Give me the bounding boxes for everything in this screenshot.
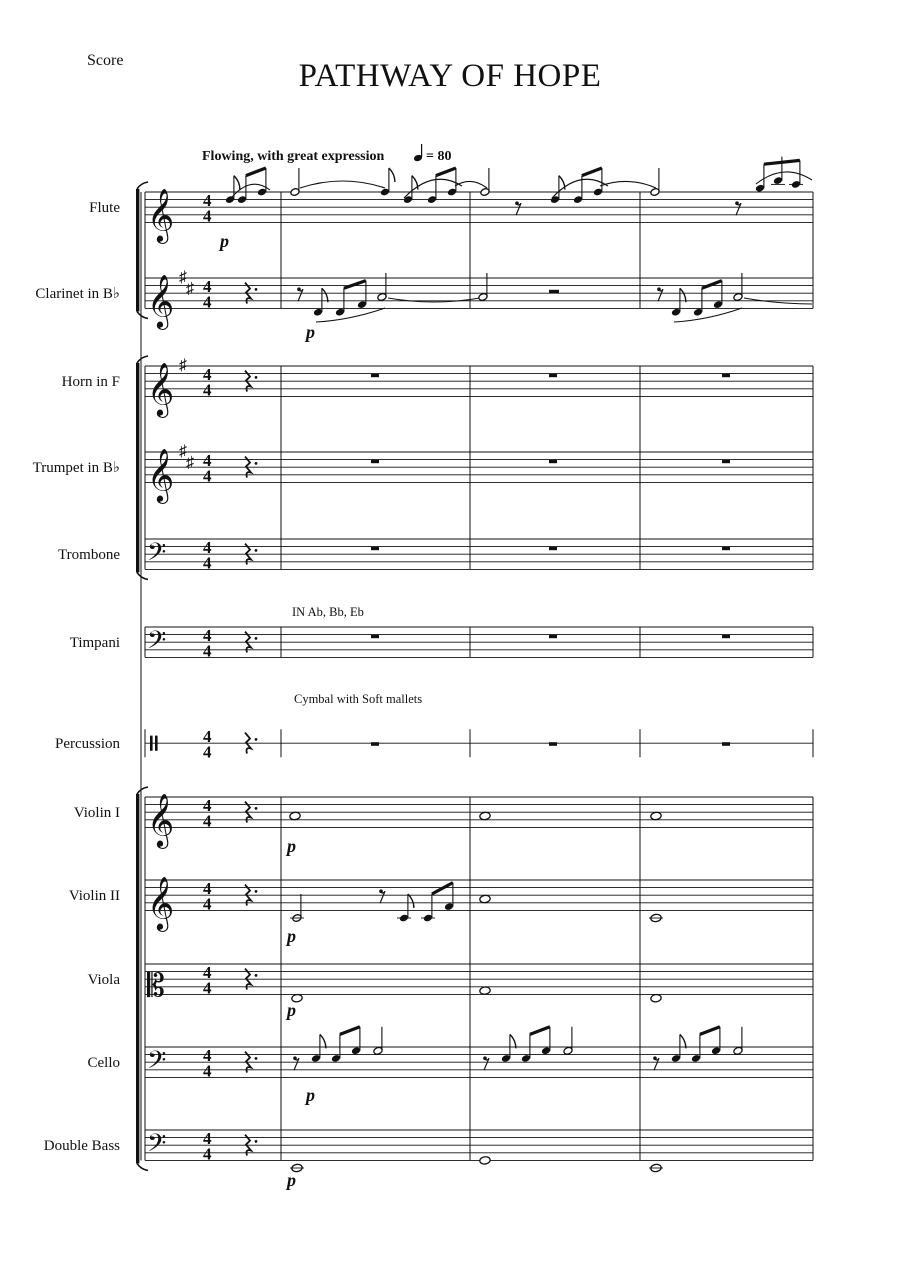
time-signature-bottom: 4	[203, 1144, 212, 1164]
violin1-whole-note	[479, 812, 490, 821]
cello-note-flag	[320, 1034, 326, 1048]
bass-dynamic-p: p	[287, 1170, 296, 1190]
whole-rest	[549, 635, 557, 639]
timpani-annotation: IN Ab, Bb, Eb	[292, 605, 364, 619]
time-signature-top: 4	[203, 727, 212, 747]
time-signature-top: 4	[203, 1129, 212, 1149]
bracket-hook-top	[137, 787, 148, 794]
violin1-dynamic-p: p	[287, 836, 296, 856]
group-bracket	[136, 794, 139, 1163]
instrument-name: Horn in F	[61, 374, 120, 391]
percussion-clef-icon	[155, 736, 158, 751]
clarinet-half-rest	[549, 290, 559, 293]
bracket-hook-top	[137, 356, 148, 363]
cello-note-flag	[680, 1034, 686, 1048]
clarinet-dynamic-p: p	[306, 322, 315, 342]
time-signature-top: 4	[203, 626, 212, 646]
bracket-hook-top	[137, 182, 148, 189]
time-signature-top: 4	[203, 191, 212, 211]
percussion-whole-rest	[549, 742, 557, 746]
bracket-hook-bottom	[137, 1163, 148, 1170]
cello-note-flag	[510, 1034, 516, 1048]
pickup-rest-dot	[255, 738, 258, 741]
barlines	[141, 192, 813, 1160]
pickup-rest-dot	[255, 288, 258, 291]
clefs	[147, 188, 212, 1163]
instrument-name: Violin I	[73, 805, 120, 822]
pickup-rest-dot	[255, 807, 258, 810]
percussion-clef-icon	[150, 736, 153, 751]
clarinet-beam	[702, 281, 722, 289]
treble-clef-icon: 𝄞	[147, 189, 175, 241]
flute-beam	[436, 168, 456, 176]
instrument-name: Timpani	[69, 635, 120, 652]
instrument-name: Cello	[87, 1055, 120, 1072]
time-signature-top: 4	[203, 451, 212, 471]
time-signature-bottom: 4	[203, 894, 212, 914]
time-signature-bottom: 4	[203, 380, 212, 400]
flute-beam	[246, 168, 266, 176]
whole-rest	[722, 635, 730, 639]
instrument-name: Trombone	[58, 547, 120, 564]
time-signature-bottom: 4	[203, 292, 212, 312]
time-signature-top: 4	[203, 1046, 212, 1066]
time-signature-top: 4	[203, 963, 212, 983]
key-sharp-f: ♯	[179, 443, 187, 460]
key-sharp-c: ♯	[186, 280, 194, 298]
bass-whole-note	[479, 1156, 490, 1165]
treble-clef-icon: 𝄞	[147, 449, 175, 501]
treble-clef-icon: 𝄞	[147, 363, 175, 415]
viola-whole-note	[650, 994, 661, 1003]
tempo-text: Flowing, with great expression	[202, 149, 385, 164]
instrument-name: Double Bass	[43, 1138, 120, 1155]
cello-beam	[530, 1027, 550, 1035]
whole-rest	[722, 374, 730, 378]
whole-rest	[549, 547, 557, 551]
treble-clef-icon: 𝄞	[147, 794, 175, 846]
percussion-annotation: Cymbal with Soft mallets	[294, 692, 423, 706]
percussion-whole-rest	[722, 742, 730, 746]
key-sharp-c: ♯	[186, 454, 194, 472]
flute-tie	[300, 181, 385, 188]
flute-dynamic-p: p	[220, 231, 229, 251]
time-signature-bottom: 4	[203, 206, 212, 226]
time-signature-bottom: 4	[203, 466, 212, 486]
cello-dynamic-p: p	[306, 1085, 315, 1105]
time-signature-bottom: 4	[203, 1061, 212, 1081]
key-sharp-f: ♯	[179, 357, 187, 374]
flute-slur	[404, 179, 462, 198]
clarinet-beam	[344, 281, 366, 289]
clarinet-note-flag	[680, 288, 686, 302]
instrument-name: Trumpet in B♭	[32, 460, 120, 477]
group-bracket	[136, 189, 139, 311]
instrument-name: Clarinet in B♭	[35, 286, 120, 303]
cello-beam	[700, 1027, 720, 1035]
violin2-note-flag	[408, 894, 414, 908]
violin2-beam	[432, 883, 453, 894]
bass-clef-icon: 𝄢	[147, 626, 167, 660]
violin2-dynamic-p: p	[287, 926, 296, 946]
violin1-whole-note	[650, 812, 661, 821]
cello-beam	[340, 1027, 360, 1035]
pickup-rest-dot	[255, 1140, 258, 1143]
whole-rest	[371, 460, 379, 464]
alto-clef-icon: 𝄡	[147, 967, 165, 1004]
pickup-rest-dot	[255, 376, 258, 379]
clarinet-tie	[388, 298, 480, 302]
key-sharp-f: ♯	[179, 269, 187, 286]
time-signature-bottom: 4	[203, 641, 212, 661]
clarinet-slur	[674, 308, 742, 322]
notes	[225, 157, 812, 1173]
whole-rest	[722, 460, 730, 464]
group-bracket	[136, 363, 139, 572]
treble-clef-icon: 𝄞	[147, 877, 175, 929]
violin2-whole-note	[479, 895, 490, 904]
whole-rest	[549, 374, 557, 378]
pickup-rest-dot	[255, 1057, 258, 1060]
whole-rest	[549, 460, 557, 464]
instrument-name: Percussion	[55, 736, 120, 753]
clarinet-note-flag	[322, 288, 328, 302]
flute-beam	[582, 168, 602, 176]
whole-rest	[371, 374, 379, 378]
staves	[145, 192, 813, 1160]
instrument-name: Violin II	[68, 888, 120, 905]
time-signature-bottom: 4	[203, 553, 212, 573]
time-signature-bottom: 4	[203, 811, 212, 831]
pickup-rest-dot	[255, 462, 258, 465]
score-title: PATHWAY OF HOPE	[298, 58, 602, 94]
flute-slur	[552, 179, 608, 198]
viola-whole-note	[479, 986, 490, 995]
violin1-whole-note	[289, 812, 300, 821]
whole-rest	[371, 635, 379, 639]
flute-note-flag	[389, 168, 395, 182]
flute-beam	[764, 160, 800, 164]
treble-clef-icon: 𝄞	[147, 275, 175, 327]
time-signature-top: 4	[203, 277, 212, 297]
instrument-name: Flute	[89, 200, 120, 217]
whole-rest	[371, 547, 379, 551]
bass-clef-icon: 𝄢	[147, 1129, 167, 1163]
bass-clef-icon: 𝄢	[147, 538, 167, 572]
viola-dynamic-p: p	[287, 1000, 296, 1020]
score-label: Score	[87, 52, 124, 69]
flute-tie	[600, 181, 656, 188]
pickup-rest-dot	[255, 974, 258, 977]
tempo-value: = 80	[426, 149, 452, 164]
time-signature-top: 4	[203, 538, 212, 558]
time-signature-top: 4	[203, 879, 212, 899]
pickup-rest-dot	[255, 890, 258, 893]
flute-flag	[234, 176, 240, 190]
time-signature-bottom: 4	[203, 978, 212, 998]
percussion-whole-rest	[371, 742, 379, 746]
instrument-name: Viola	[87, 972, 120, 989]
pickup-rest-dot	[255, 549, 258, 552]
time-signature-bottom: 4	[203, 742, 212, 762]
brackets	[136, 182, 148, 1170]
bracket-hook-bottom	[137, 572, 148, 579]
pickup-rest-dot	[255, 637, 258, 640]
time-signature-top: 4	[203, 365, 212, 385]
time-signature-top: 4	[203, 796, 212, 816]
bass-clef-icon: 𝄢	[147, 1046, 167, 1080]
whole-rest	[722, 547, 730, 551]
clarinet-slur	[316, 308, 385, 322]
